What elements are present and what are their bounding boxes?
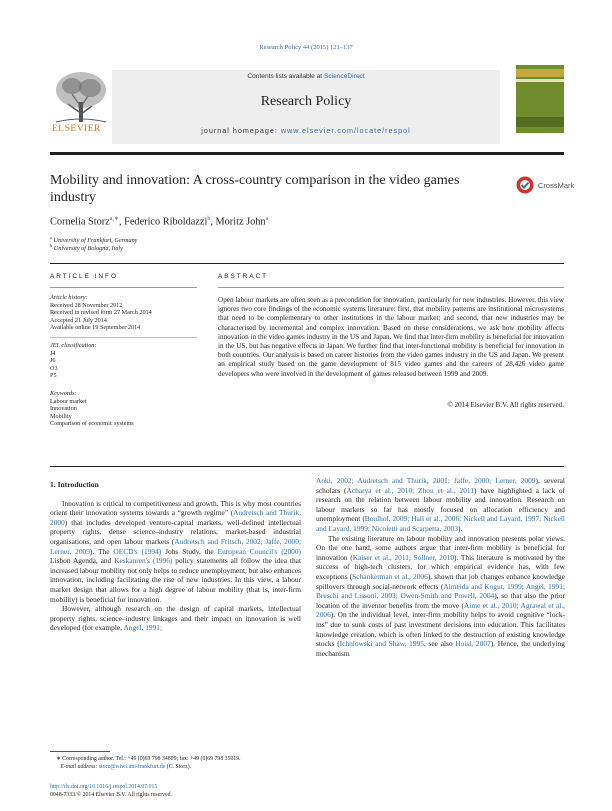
author-name: Moritz John [215,216,266,228]
article-info-heading: ARTICLE INFO [50,273,118,280]
keywords [50,390,197,428]
paragraph: Innovation is critical to competitiveness and growth. This is why most countries orient their innovation systems towards a “growth regime” (Audretsch and Thurik, 2000) that includes developed venture-capital markets, well-defined intellectual property rights, dense science–industry relations, market-based industrial organisations, and open labour markets (Audretsch and Fritsch, 2002; Jaffe, 2000; Lerner, 2009). The OECD's (1994) Jobs Study, the European Council's (2000) Lisbon Agenda, and Keskanren's (1996) policy statements all follow the idea that increased labour mobility not only helps to reduce unemployment, but also enhances innovation, including facilitating the rise of new industries. In this view, a labour market design that allows for a high degree of labour mobility (that is, inter-firm mobility) is beneficial for innovation. [50,498,302,604]
body-rule [50,466,564,467]
reference-link[interactable]: Boulhol, 2009; Hall et al., 2006; Nickell and Layard, 1997; Nickell and Layard, 1999; Nicoletti and Scarpetta, 2003 [316,514,565,533]
reference-link[interactable]: Schankerman et al., 2006 [352,571,428,581]
jel-code: P5 [50,372,57,380]
keywords-label: Keywords: [50,390,77,397]
info-separator [50,337,197,338]
reference-link[interactable]: OECD's (1994) [113,546,162,556]
author-affiliation-mark[interactable]: a [265,216,269,222]
keyword: Labour market [50,397,87,405]
email-link[interactable]: storz@wiwi.uni-frankfurt.de [98,763,166,770]
keyword: Mobility [50,412,72,420]
reference-link[interactable]: European Council's (2000) [217,546,302,556]
abstract-text: Open labour markets are often seen as a precondition for innovation, particularly for new industries. However, this view ignores two core findings of the economic systems literature: first, that mobility patterns are institutional microsystems that need to be complementary to other institutions in the labour market; and second, that new industries may be characterised by incremental and complex innovation. Based on these considerations, we ask how mobility affects innovation in the video games industry in the US and Japan. We find that inter-firm mobility is beneficial for innovation in the US, but has negative effects in Japan. We further find that inter-functional mobility is beneficial for innovation in both countries. Our analysis is based on career histories from the video games industry in the US and Japan. We present an empirical study based on the game development of 815 video games and the careers of 28,426 video game developers who were involved in the development of games released between 1999 and 2009. [218,296,564,378]
jel-label: JEL classification: [50,342,97,349]
reference-link[interactable]: Aoki, 2002; Audretsch and Thurik, 2001; Jaffe, 2000; Lerner, 2009 [316,476,536,485]
corresponding-author-footnote [56,756,316,771]
reference-link[interactable]: Keskanren's (1996) [114,556,173,566]
body-column-right [316,476,565,658]
author-affiliation-mark[interactable]: b [207,216,211,222]
paragraph: The existing literature on labour mobility and innovation presents polar views. On the one hand, some authors argue that inter-firm mobility is beneficial for innovation (Kaiser et al., 2011; Söllner, 2010). This literature is motivated by the success of high-tech clusters, for which empirical evidence has, with few exceptions (Schankerman et al., 2006), shown that job changes enhance knowledge spillovers through social-network effects (Almeida and Kogut, 1999; Angel, 1991; Breschi and Lissoni, 2003; Owen-Smith and Powell, 2004), so that also the prior location of the inventor benefits from the move (Aime et al., 2010; Agrawal et al., 2006). On the individual level, inter-firm mobility helps to avoid cognitive “lock-ins” due to sunk costs of past investment decisions into education. This facilitates knowledge creation, which is often linked to the destruction of existing knowledge stocks (Ichniowski and Shaw, 1995, see also Hoisl, 2007). Hence, the underlying mechanism [316,533,566,658]
jel-code: J6 [50,357,56,365]
issn-copyright: 0048-7333/© 2014 Elsevier B.V. All rights reserved. [50,792,172,798]
journal-citation[interactable]: Research Policy 44 (2015) 121–137 [259,44,353,51]
journal-title: Research Policy [260,94,352,109]
footnote-rule [50,751,110,752]
section-heading-introduction: 1. Introduction [50,480,99,489]
crossmark-label: CrossMark [538,181,575,190]
history-accepted: Accepted 21 July 2014 [50,316,107,324]
reference-link[interactable]: Audretsch and Thurik, 2000 [50,508,301,527]
body-column-left [50,480,301,633]
jel-code: O3 [50,364,58,372]
corresponding-author-line: ∗ Corresponding author. Tel.: +49 (0)69 798 34809; fax: +49 (0)69 798 35019. [56,756,241,762]
journal-cover-thumbnail[interactable] [516,65,564,133]
section-rule [50,263,564,264]
jel-code: J4 [50,349,56,357]
paragraph: However, although research on the design of capital markets, intellectual property rights, science–industry linkages and their impact on innovation is well developed (for example, Angel, 1991; [50,604,301,633]
keyword: Comparison of economic systems [50,420,134,428]
history-revised: Received in revised form 27 March 2014 [50,309,152,317]
contents-line: Contents lists available at ScienceDirect [247,73,365,80]
author-name: Cornelia Storz [50,216,110,228]
email-line: E-mail address: storz@wiwi.uni-frankfurt.de (C. Storz). [60,763,192,770]
history-label: Article history: [50,294,88,301]
author-affiliation-mark[interactable]: a,∗ [109,216,119,222]
author-list: Cornelia Storz$^{a,∗}$, Federico Riboldazzi$^b$, Moritz John$^a$ [50,216,269,228]
header-rule [50,152,564,155]
article-history [50,294,197,332]
reference-link[interactable]: Aime et al., 2010; Agrawal et al., 2006 [316,600,565,620]
article-info-rule [50,287,197,288]
article-title: Mobility and innovation: A cross-country comparison in the video games industry [50,173,460,205]
reference-link[interactable]: Angel, 1991; [123,623,163,633]
crossmark-icon [516,176,534,194]
journal-homepage-link[interactable]: www.elsevier.com/locate/respol [280,126,411,135]
reference-link[interactable]: Almeida and Kogut, 1999; Angel, 1991; Breschi and Lissoni, 2003; Owen-Smith and Powell, 2004 [316,581,566,601]
paragraph: Aoki, 2002; Audretsch and Thurik, 2001; Jaffe, 2000; Lerner, 2009), several scholars (Acharya et al., 2010; Zhou et al., 2011) have highlighted a lack of research on the relation between labour mobility and innovation. Research on labour markets so far has mostly focused on allocation efficiency and unemployment (Boulhol, 2009; Hall et al., 2006; Nickell and Layard, 1997; Nickell and Layard, 1999; Nicoletti and Scarpetta, 2003). [316,476,566,533]
sciencedirect-link[interactable]: ScienceDirect [323,73,365,80]
affiliation-b: $^b$ University of Bologna, Italy [50,243,123,253]
history-online: Available online 19 September 2014 [50,324,141,332]
reference-link[interactable]: Kaiser et al., 2011; Söllner, 2010 [352,552,455,562]
journal-homepage: journal homepage: www.elsevier.com/locate/respol [201,126,411,135]
affiliation-a: $^a$ University of Frankfurt, Germany [50,235,138,245]
reference-link[interactable]: Acharya et al., 2010; Zhou et al., 2011 [346,485,475,495]
keyword: Innovation [50,405,77,413]
reference-link[interactable]: Audretsch and Fritsch, 2002; Jaffe, 2000; Lerner, 2009 [50,536,302,556]
copyright-notice: © 2014 Elsevier B.V. All rights reserved. [447,401,564,409]
elsevier-wordmark: ELSEVIER [52,124,101,134]
abstract-rule [218,287,564,288]
abstract-heading: ABSTRACT [218,273,269,280]
jel-classification [50,342,197,380]
reference-link[interactable]: Hoisl, 2007 [455,639,491,649]
history-received: Received 28 November 2012 [50,301,123,309]
crossmark-badge[interactable] [516,176,576,198]
doi-link[interactable]: http://dx.doi.org/10.1016/j.respol.2014.07.015 [50,784,158,790]
author-name: Federico Riboldazzi [124,216,208,228]
reference-link[interactable]: Ichniowski and Shaw, 1995 [339,639,424,649]
doi-block [50,783,172,799]
